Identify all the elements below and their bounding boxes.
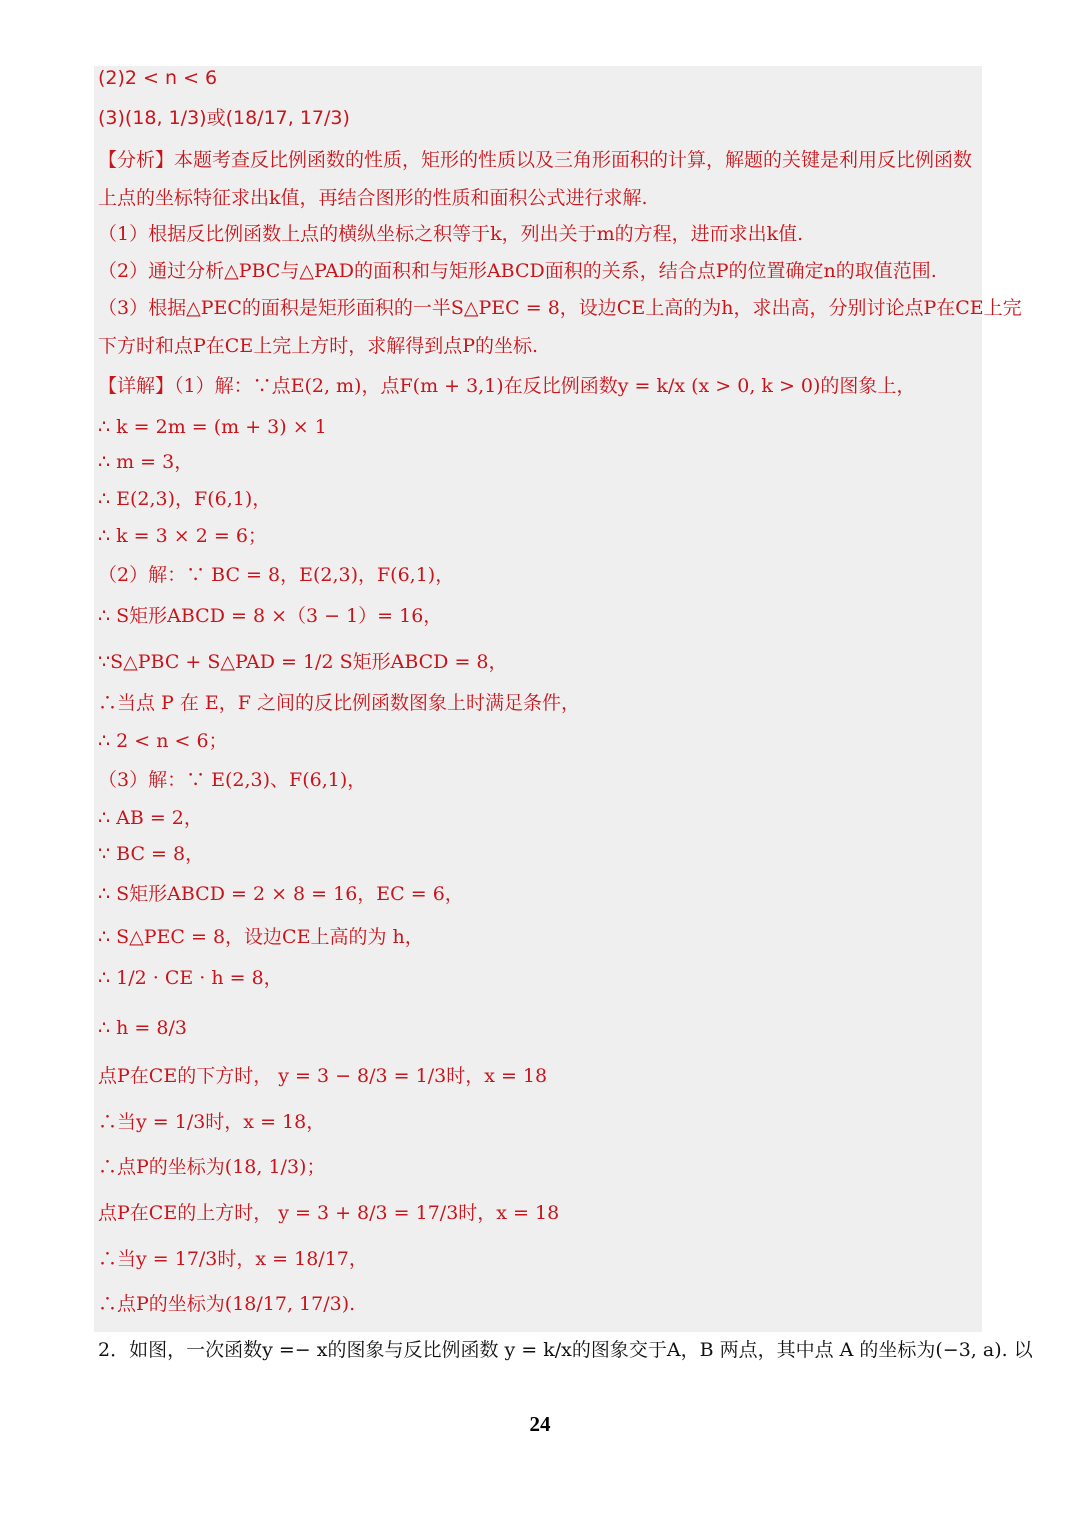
detail-line-9: ∴当点 P 在 E，F 之间的反比例函数图象上时满足条件， — [98, 692, 580, 714]
detail-line-2: ∴ k = 2m = (m + 3) × 1 — [98, 416, 327, 438]
analysis-step-3-cont: 下方时和点P在CE上完上方时，求解得到点P的坐标. — [98, 335, 539, 357]
detail-line-19: ∴当y = 1/3时，x = 18， — [98, 1111, 326, 1133]
detail-line-18: 点P在CE的下方时， y = 3 − 8/3 = 1/3时，x = 18 — [98, 1065, 548, 1087]
detail-line-5: ∴ k = 3 × 2 = 6； — [98, 525, 267, 547]
detail-line-13: ∵ BC = 8， — [98, 843, 205, 865]
answer-part-2: (2)2 < n < 6 — [98, 67, 218, 89]
detail-line-1: 【详解】（1）解：∵点E(2, m)，点F(m + 3,1)在反比例函数y = k/x (x > 0, k > 0)的图象上， — [98, 375, 916, 397]
detail-line-7: ∴ S矩形ABCD = 8 ×（3 − 1）= 16， — [98, 605, 443, 627]
analysis-step-1: （1）根据反比例函数上点的横纵坐标之积等于k，列出关于m的方程，进而求出k值. — [98, 223, 804, 245]
detail-line-20: ∴点P的坐标为(18, 1/3)； — [98, 1156, 326, 1178]
detail-line-4: ∴ E(2,3)，F(6,1)， — [98, 488, 272, 510]
detail-line-15: ∴ S△PEC = 8，设边CE上高的为 h， — [98, 926, 424, 948]
answer-part-3: (3)(18, 1/3)或(18/17, 17/3) — [98, 107, 350, 129]
detail-line-17: ∴ h = 8/3 — [98, 1017, 187, 1039]
detail-line-11: （3）解：∵ E(2,3)、F(6,1)， — [98, 769, 367, 791]
detail-line-3: ∴ m = 3， — [98, 451, 194, 473]
analysis-step-3: （3）根据△PEC的面积是矩形面积的一半S△PEC = 8，设边CE上高的为h，求出高，分别讨论点P在CE上完 — [98, 297, 1022, 319]
detail-line-8: ∵S△PBC + S△PAD = 1/2 S矩形ABCD = 8， — [98, 651, 508, 673]
detail-line-12: ∴ AB = 2， — [98, 807, 203, 829]
detail-line-22: ∴当y = 17/3时，x = 18/17， — [98, 1248, 368, 1270]
analysis-line-2: 上点的坐标特征求出k值，再结合图形的性质和面积公式进行求解. — [98, 187, 648, 209]
detail-line-6: （2）解：∵ BC = 8，E(2,3)，F(6,1)， — [98, 564, 455, 586]
analysis-line-1: 【分析】本题考查反比例函数的性质，矩形的性质以及三角形面积的计算，解题的关键是利用反比例函数 — [98, 149, 973, 171]
detail-line-16: ∴ 1/2 · CE · h = 8， — [98, 967, 283, 989]
detail-line-14: ∴ S矩形ABCD = 2 × 8 = 16，EC = 6， — [98, 883, 464, 905]
detail-line-21: 点P在CE的上方时， y = 3 + 8/3 = 17/3时，x = 18 — [98, 1202, 560, 1224]
detail-line-10: ∴ 2 < n < 6； — [98, 730, 228, 752]
question-2: 2．如图，一次函数y =− x的图象与反比例函数 y = k/x的图象交于A，B 两点，其中点 A 的坐标为(−3, a). 以 — [98, 1339, 1033, 1361]
page-number: 24 — [529, 1412, 551, 1436]
analysis-step-2: （2）通过分析△PBC与△PAD的面积和与矩形ABCD面积的关系，结合点P的位置确定n的取值范围. — [98, 260, 937, 282]
detail-line-23: ∴点P的坐标为(18/17, 17/3). — [98, 1293, 356, 1315]
